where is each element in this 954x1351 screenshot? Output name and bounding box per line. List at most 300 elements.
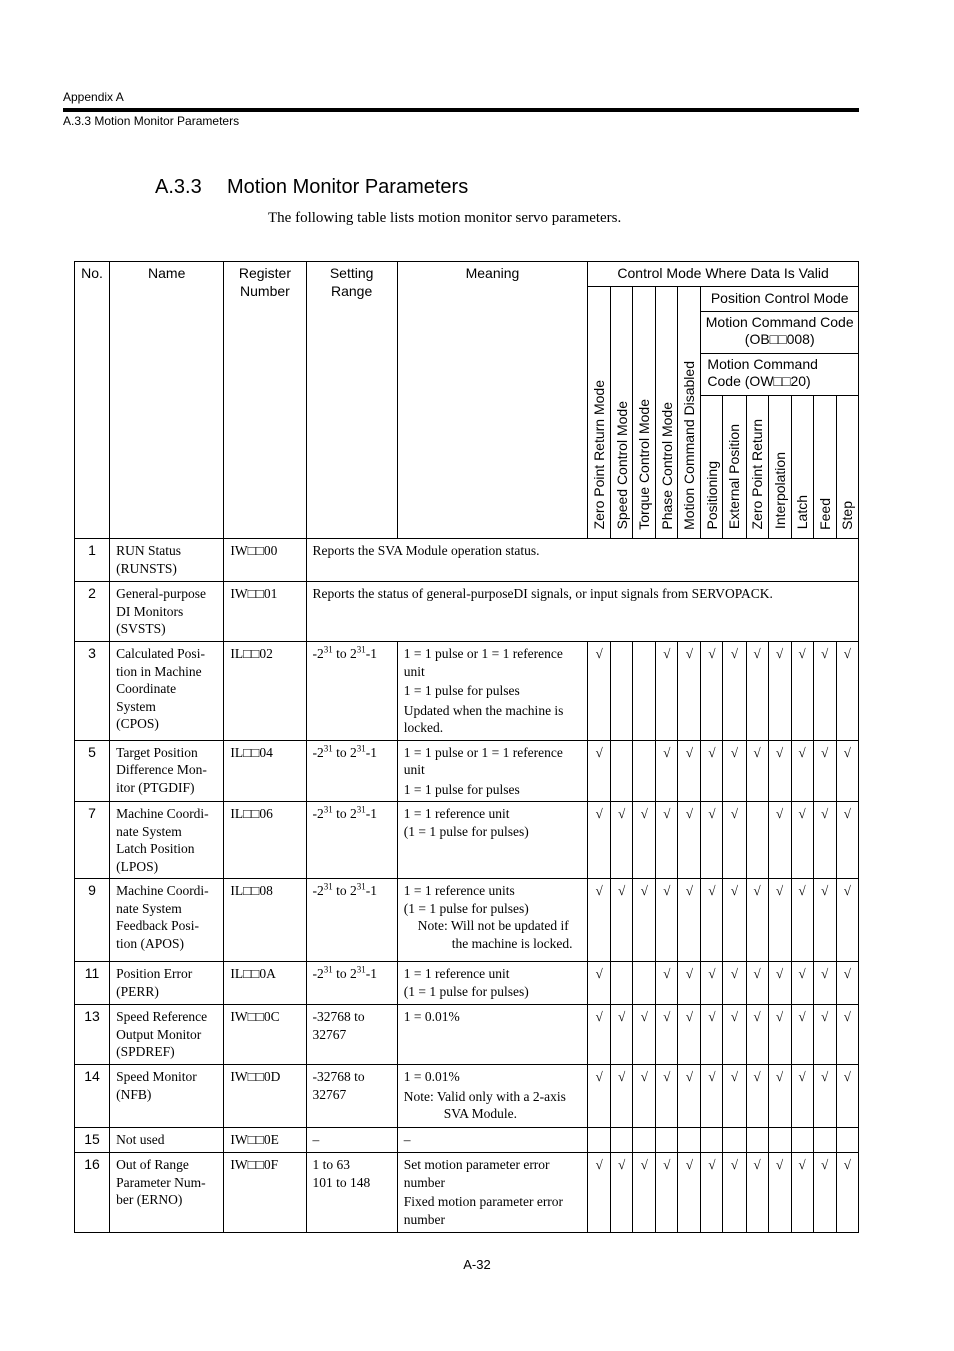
check-mark: √ xyxy=(730,883,739,898)
mode-check-cell xyxy=(588,1005,611,1065)
mode-check-cell xyxy=(768,1128,791,1153)
parameter-name-line: Coordinate xyxy=(116,681,177,696)
meaning-line: 1 = 1 pulse or 1 = 1 reference unit xyxy=(403,744,563,777)
check-mark: √ xyxy=(753,1009,761,1024)
meaning xyxy=(397,879,587,962)
mode-label: Interpolation xyxy=(771,452,788,530)
mode-check-cell xyxy=(746,1005,768,1065)
parameter-name-line: itor (PTGDIF) xyxy=(116,779,195,795)
setting-range-value: $-2^{31}$ to $2^{31}-1$ xyxy=(312,964,378,981)
register-number: IL□□04 xyxy=(224,740,306,802)
mode-check-cell xyxy=(678,642,701,741)
mode-check-cell xyxy=(768,802,791,879)
mode-check-cell xyxy=(678,802,701,879)
check-mark: √ xyxy=(663,806,671,821)
row-number: 16 xyxy=(75,1153,110,1233)
mode-label: Zero Point Return Mode xyxy=(591,380,608,530)
mode-header xyxy=(723,396,746,539)
parameter-name-line: (PERR) xyxy=(116,983,159,999)
check-mark: √ xyxy=(730,646,739,661)
mode-check-cell xyxy=(768,1065,791,1128)
parameter-name-line: (SPDREF) xyxy=(116,1044,175,1059)
mode-label: Feed xyxy=(816,497,833,530)
table-row xyxy=(75,1153,859,1233)
mode-check-cell xyxy=(611,962,633,1005)
mode-check-cell xyxy=(588,642,611,741)
mode-header xyxy=(588,287,611,539)
mode-check-cell xyxy=(701,642,723,741)
meaning-note-line: SVA Module. xyxy=(443,1106,518,1121)
table-row xyxy=(75,642,859,741)
mode-check-cell xyxy=(588,962,611,1005)
mode-check-cell xyxy=(678,962,701,1005)
meaning-line: 1 = 1 reference units xyxy=(403,883,515,898)
header-meaning: Meaning xyxy=(397,262,587,539)
check-mark: √ xyxy=(595,806,603,821)
check-mark: √ xyxy=(798,883,806,898)
check-mark: √ xyxy=(843,966,851,981)
mode-label: Motion Command Disabled xyxy=(681,360,698,530)
mode-check-cell xyxy=(701,740,723,802)
mode-check-cell xyxy=(588,1153,611,1233)
parameter-name-line: Calculated Posi- xyxy=(116,646,205,661)
section-title xyxy=(155,175,468,199)
header-setting-range: Setting Range xyxy=(306,262,397,539)
setting-range xyxy=(306,1065,397,1128)
parameter-name xyxy=(110,582,224,642)
check-mark: √ xyxy=(776,806,784,821)
mode-header xyxy=(656,287,678,539)
mode-check-cell xyxy=(813,642,836,741)
check-mark: √ xyxy=(618,1009,626,1024)
check-mark: √ xyxy=(776,1069,784,1084)
parameter-name-line: Position Error xyxy=(116,966,193,981)
setting-range-value: $-2^{31}$ to $2^{31}-1$ xyxy=(312,881,378,898)
row-number: 13 xyxy=(75,1005,110,1065)
mode-check-cell xyxy=(813,1005,836,1065)
parameter-name-line: Difference Mon- xyxy=(116,762,207,777)
register-number: IW□□0D xyxy=(224,1065,306,1128)
header-position-control-mode: Position Control Mode xyxy=(701,287,859,312)
mode-check-cell xyxy=(836,962,858,1005)
range-exponent: 31 xyxy=(323,964,333,975)
motion-monitor-parameters-table xyxy=(74,261,859,1233)
check-mark: √ xyxy=(618,806,626,821)
table-row xyxy=(75,802,859,879)
header-register-number: Register Number xyxy=(224,262,306,539)
range-exponent: 31 xyxy=(323,881,333,892)
register-number: IW□□0E xyxy=(224,1128,306,1153)
mode-check-cell xyxy=(813,879,836,962)
mode-check-cell xyxy=(678,879,701,962)
mode-label: Zero Point Return xyxy=(749,419,766,530)
mode-check-cell xyxy=(723,1065,746,1128)
mode-check-cell xyxy=(633,1005,656,1065)
mode-check-cell xyxy=(746,879,768,962)
mode-check-cell xyxy=(633,642,656,741)
check-mark: √ xyxy=(595,966,603,981)
header-motion-command-code-ob: Motion Command Code (OB□□008) xyxy=(701,312,859,354)
running-head-chapter: Appendix A xyxy=(63,90,124,104)
mode-label: Speed Control Mode xyxy=(613,401,630,530)
mode-check-cell xyxy=(633,740,656,802)
setting-range-value: $-2^{31}$ to $2^{31}-1$ xyxy=(312,743,378,760)
mode-label: Torque Control Mode xyxy=(636,398,653,530)
parameter-name xyxy=(110,539,224,582)
check-mark: √ xyxy=(843,1157,851,1172)
mode-check-cell xyxy=(768,879,791,962)
check-mark: √ xyxy=(730,1157,739,1172)
table-row xyxy=(75,962,859,1005)
range-exponent: 31 xyxy=(323,804,333,815)
mode-check-cell xyxy=(791,740,813,802)
mode-check-cell xyxy=(656,1128,678,1153)
check-mark: √ xyxy=(685,966,693,981)
parameter-name-line: (NFB) xyxy=(116,1086,152,1102)
mode-check-cell xyxy=(836,740,858,802)
parameter-name-line: nate System xyxy=(116,900,182,916)
mode-check-cell xyxy=(611,1005,633,1065)
check-mark: √ xyxy=(595,646,603,661)
check-mark: √ xyxy=(776,646,784,661)
mode-check-cell xyxy=(611,1128,633,1153)
mode-check-cell xyxy=(656,802,678,879)
meaning-line: 1 = 0.01% xyxy=(403,1009,460,1024)
check-mark: √ xyxy=(821,646,829,661)
check-mark: √ xyxy=(595,1069,603,1084)
mode-check-cell xyxy=(701,1005,723,1065)
range-exponent: 31 xyxy=(323,644,333,655)
check-mark: √ xyxy=(821,883,829,898)
meaning-line: Fixed motion parameter error number xyxy=(403,1194,564,1227)
setting-range xyxy=(306,1153,397,1233)
mode-check-cell xyxy=(723,879,746,962)
meaning-line: (1 = 1 pulse for pulses) xyxy=(403,983,529,999)
setting-range-line: – xyxy=(312,1132,320,1147)
row-number: 15 xyxy=(75,1128,110,1153)
setting-range-line: 32767 xyxy=(312,1086,347,1102)
meaning-line: Updated when the machine is locked. xyxy=(403,702,564,735)
check-mark: √ xyxy=(708,966,716,981)
mode-check-cell xyxy=(611,740,633,802)
mode-check-cell xyxy=(746,740,768,802)
check-mark: √ xyxy=(798,646,806,661)
mode-check-cell xyxy=(588,1128,611,1153)
register-number: IW□□01 xyxy=(224,582,306,642)
table-row xyxy=(75,740,859,802)
mode-check-cell xyxy=(656,1153,678,1233)
mode-check-cell xyxy=(588,1065,611,1128)
mode-check-cell xyxy=(723,962,746,1005)
mode-check-cell xyxy=(656,642,678,741)
mode-check-cell xyxy=(656,1005,678,1065)
register-number: IW□□0C xyxy=(224,1005,306,1065)
mode-header xyxy=(836,396,858,539)
mode-check-cell xyxy=(633,1153,656,1233)
parameter-name xyxy=(110,1065,224,1128)
parameter-name-line: System xyxy=(116,698,156,714)
check-mark: √ xyxy=(776,966,784,981)
parameter-name-line: Parameter Num- xyxy=(116,1174,206,1190)
mode-check-cell xyxy=(656,879,678,962)
check-mark: √ xyxy=(663,1009,671,1024)
meaning-line: 1 = 1 pulse or 1 = 1 reference unit xyxy=(403,646,563,679)
row-number: 2 xyxy=(75,582,110,642)
mode-header xyxy=(678,354,701,539)
mode-header xyxy=(791,396,813,539)
meaning-note-line: Note: Will not be updated if xyxy=(417,918,569,933)
mode-check-cell xyxy=(633,962,656,1005)
mode-check-cell xyxy=(656,740,678,802)
range-exponent: 31 xyxy=(356,644,366,655)
mode-check-cell xyxy=(611,1065,633,1128)
mode-check-cell xyxy=(791,802,813,879)
section-number: A.3.3 xyxy=(155,176,202,198)
mode-check-cell xyxy=(791,1005,813,1065)
parameter-name-line: Speed Reference xyxy=(116,1009,208,1024)
mode-check-cell xyxy=(746,802,768,879)
parameter-name-line: Machine Coordi- xyxy=(116,883,209,898)
parameter-name-line: Speed Monitor xyxy=(116,1069,197,1084)
mode-check-cell xyxy=(813,1128,836,1153)
mode-check-cell xyxy=(723,740,746,802)
header-control-mode: Control Mode Where Data Is Valid xyxy=(588,262,859,287)
setting-range xyxy=(306,962,397,1005)
parameter-name-line: (SVSTS) xyxy=(116,621,166,636)
mode-check-cell xyxy=(723,1128,746,1153)
check-mark: √ xyxy=(640,806,648,821)
check-mark: √ xyxy=(798,806,806,821)
check-mark: √ xyxy=(843,1009,851,1024)
parameter-name xyxy=(110,642,224,741)
mode-check-cell xyxy=(611,1153,633,1233)
mode-check-cell xyxy=(813,962,836,1005)
parameter-name-line: (CPOS) xyxy=(116,716,159,731)
check-mark: √ xyxy=(708,806,716,821)
mode-header xyxy=(701,396,723,539)
row-number: 7 xyxy=(75,802,110,879)
check-mark: √ xyxy=(618,1157,626,1172)
mode-check-cell xyxy=(701,1153,723,1233)
mode-check-cell xyxy=(768,1153,791,1233)
parameter-name-line: ber (ERNO) xyxy=(116,1192,183,1207)
register-number: IW□□0F xyxy=(224,1153,306,1233)
parameter-name-line: Target Position xyxy=(116,744,198,760)
check-mark: √ xyxy=(618,1069,626,1084)
parameter-name-line: Not used xyxy=(116,1132,165,1147)
mode-check-cell xyxy=(791,1128,813,1153)
mode-check-cell xyxy=(588,740,611,802)
check-mark: √ xyxy=(798,744,806,760)
parameter-name-line: Machine Coordi- xyxy=(116,806,209,821)
check-mark: √ xyxy=(798,1009,806,1024)
table-row xyxy=(75,879,859,962)
check-mark: √ xyxy=(753,966,761,981)
mode-check-cell xyxy=(701,802,723,879)
mode-label: External Position xyxy=(726,424,743,530)
setting-range-value: $-2^{31}$ to $2^{31}-1$ xyxy=(312,804,378,821)
mode-label: Step xyxy=(839,500,856,530)
setting-range-line: 1 to 63 xyxy=(312,1157,351,1172)
check-mark: √ xyxy=(640,1009,648,1024)
running-head-section: A.3.3 Motion Monitor Parameters xyxy=(63,114,240,128)
mode-check-cell xyxy=(746,642,768,741)
mode-check-cell xyxy=(701,1128,723,1153)
mode-check-cell xyxy=(768,1005,791,1065)
meaning xyxy=(397,740,587,802)
check-mark: √ xyxy=(776,1009,784,1024)
mode-check-cell xyxy=(678,1153,701,1233)
meaning xyxy=(397,1153,587,1233)
check-mark: √ xyxy=(595,744,603,760)
setting-range-value: $-2^{31}$ to $2^{31}-1$ xyxy=(312,644,378,661)
check-mark: √ xyxy=(595,1157,603,1172)
header-rule xyxy=(63,108,859,112)
check-mark: √ xyxy=(663,1069,671,1084)
parameter-name xyxy=(110,962,224,1005)
mode-check-cell xyxy=(746,1128,768,1153)
check-mark: √ xyxy=(685,1009,693,1024)
mode-check-cell xyxy=(836,1065,858,1128)
mode-check-cell xyxy=(836,642,858,741)
mode-check-cell xyxy=(678,1128,701,1153)
check-mark: √ xyxy=(843,744,851,760)
mode-label: Latch xyxy=(794,495,811,530)
mode-check-cell xyxy=(836,1005,858,1065)
meaning-full: Reports the status of general-purposeDI signals, or input signals from SERVOPACK. xyxy=(306,582,858,642)
setting-range xyxy=(306,1128,397,1153)
range-exponent: 31 xyxy=(356,881,366,892)
mode-check-cell xyxy=(633,802,656,879)
parameter-name-line: nate System xyxy=(116,823,182,839)
mode-check-cell xyxy=(588,802,611,879)
check-mark: √ xyxy=(618,883,626,898)
check-mark: √ xyxy=(685,1069,693,1084)
register-number: IL□□02 xyxy=(224,642,306,741)
mode-check-cell xyxy=(768,740,791,802)
check-mark: √ xyxy=(640,883,648,898)
meaning-line: 1 = 0.01% xyxy=(403,1069,460,1084)
range-exponent: 31 xyxy=(323,743,333,753)
mode-check-cell xyxy=(813,1065,836,1128)
mode-check-cell xyxy=(791,879,813,962)
meaning-line: 1 = 1 reference unit xyxy=(403,966,510,981)
check-mark: √ xyxy=(708,1069,716,1084)
header-no: No. xyxy=(75,262,110,539)
check-mark: √ xyxy=(730,1009,739,1024)
register-number: IW□□00 xyxy=(224,539,306,582)
meaning-line: Set motion parameter error number xyxy=(403,1157,550,1190)
check-mark: √ xyxy=(708,744,716,760)
parameter-name-line: (LPOS) xyxy=(116,858,159,874)
check-mark: √ xyxy=(798,1069,806,1084)
meaning xyxy=(397,1005,587,1065)
check-mark: √ xyxy=(640,1157,648,1172)
check-mark: √ xyxy=(685,744,693,760)
meaning-line: (1 = 1 pulse for pulses) xyxy=(403,823,529,839)
meaning xyxy=(397,1065,587,1128)
parameter-name xyxy=(110,879,224,962)
parameter-name-line: tion (APOS) xyxy=(116,935,184,951)
check-mark: √ xyxy=(730,1069,739,1084)
parameter-name-line: Output Monitor xyxy=(116,1026,202,1042)
parameter-name-line: (RUNSTS) xyxy=(116,560,177,576)
meaning-full: Reports the SVA Module operation status. xyxy=(306,539,858,582)
parameter-name xyxy=(110,1005,224,1065)
check-mark: √ xyxy=(708,883,716,898)
check-mark: √ xyxy=(821,1069,829,1084)
meaning xyxy=(397,642,587,741)
table-row xyxy=(75,539,859,582)
mode-header xyxy=(768,396,791,539)
setting-range-line: 101 to 148 xyxy=(312,1174,371,1190)
table-row xyxy=(75,1128,859,1153)
setting-range xyxy=(306,802,397,879)
setting-range xyxy=(306,879,397,962)
setting-range xyxy=(306,740,397,802)
mode-check-cell xyxy=(813,802,836,879)
check-mark: √ xyxy=(843,883,851,898)
mode-check-cell xyxy=(701,879,723,962)
section-title-text: Motion Monitor Parameters xyxy=(227,176,469,198)
mode-check-cell xyxy=(746,1065,768,1128)
mode-check-cell xyxy=(723,1153,746,1233)
setting-range-line: -32768 to xyxy=(312,1009,365,1024)
check-mark: √ xyxy=(708,646,716,661)
header-motion-command-code-ow: Motion Command Code (OW□□20) xyxy=(701,354,859,396)
check-mark: √ xyxy=(640,1069,648,1084)
mode-check-cell xyxy=(611,642,633,741)
check-mark: √ xyxy=(843,1069,851,1084)
meaning-line: – xyxy=(403,1132,411,1147)
range-exponent: 31 xyxy=(356,743,366,753)
mode-check-cell xyxy=(723,802,746,879)
parameter-name xyxy=(110,1153,224,1233)
mode-label: Phase Control Mode xyxy=(658,401,675,530)
setting-range xyxy=(306,1005,397,1065)
check-mark: √ xyxy=(753,744,761,760)
parameter-name-line: Out of Range xyxy=(116,1157,189,1172)
mode-check-cell xyxy=(701,962,723,1005)
row-number: 3 xyxy=(75,642,110,741)
mode-header xyxy=(813,396,836,539)
mode-check-cell xyxy=(836,1128,858,1153)
mode-check-cell xyxy=(836,802,858,879)
check-mark: √ xyxy=(595,883,603,898)
check-mark: √ xyxy=(821,806,829,821)
check-mark: √ xyxy=(730,966,739,981)
check-mark: √ xyxy=(776,744,784,760)
meaning-line: 1 = 1 pulse for pulses xyxy=(403,781,520,797)
parameter-name-line: General-purpose xyxy=(116,586,207,601)
mode-check-cell xyxy=(836,879,858,962)
header-name: Name xyxy=(110,262,224,539)
parameter-name xyxy=(110,802,224,879)
register-number: IL□□0A xyxy=(224,962,306,1005)
check-mark: √ xyxy=(798,966,806,981)
mode-check-cell xyxy=(813,1153,836,1233)
check-mark: √ xyxy=(595,1009,603,1024)
table-row xyxy=(75,1005,859,1065)
check-mark: √ xyxy=(663,744,671,760)
range-exponent: 31 xyxy=(356,964,366,975)
mode-check-cell xyxy=(791,962,813,1005)
check-mark: √ xyxy=(753,883,761,898)
meaning xyxy=(397,802,587,879)
parameter-name-line: Latch Position xyxy=(116,841,195,856)
row-number: 9 xyxy=(75,879,110,962)
check-mark: √ xyxy=(753,1069,761,1084)
